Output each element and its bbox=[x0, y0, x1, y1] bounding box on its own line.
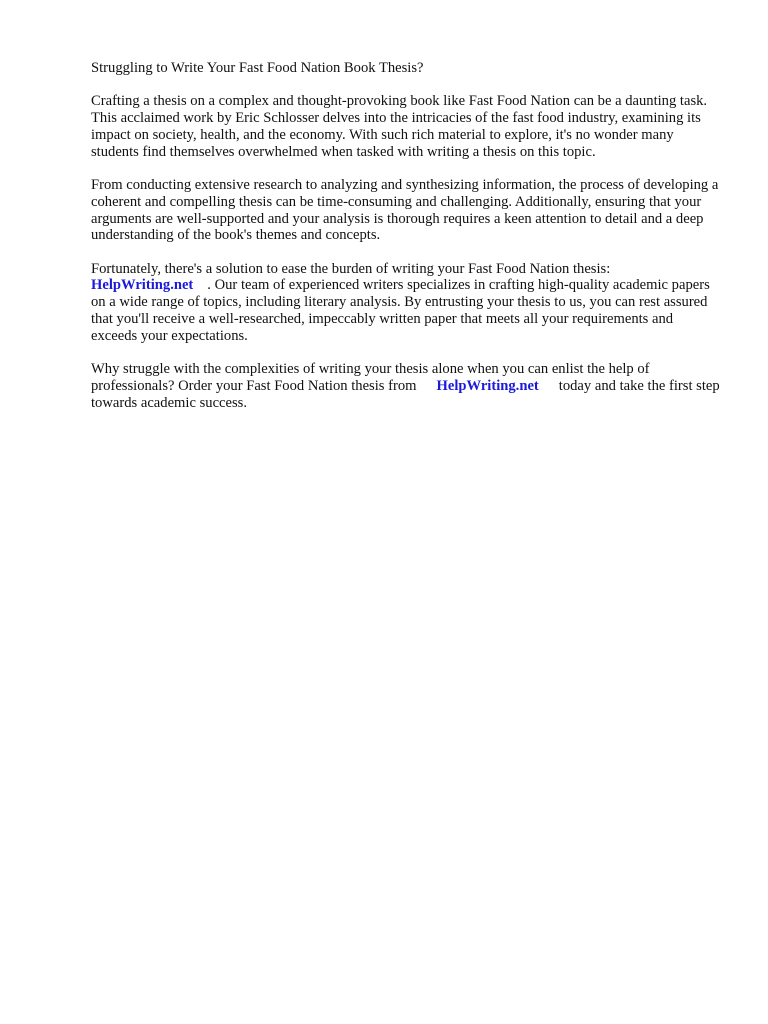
paragraph-cta-rest: today and take the first step towards academic success. bbox=[91, 377, 720, 411]
paragraph-intro: Crafting a thesis on a complex and thought-provoking book like Fast Food Nation can be a daunting task. This acclaimed work by Eric Schlosser delves into the intricacies of the fast food industry, examining its impact on society, health, and the economy. With such rich material to explore, it's no wonder many students find themselves overwhelmed when tasked with writing a thesis on this topic. bbox=[91, 93, 708, 160]
helpwriting-link-cta[interactable]: HelpWriting.net bbox=[436, 377, 539, 394]
document-title: Struggling to Write Your Fast Food Nation Book Thesis? bbox=[91, 60, 424, 76]
paragraph-process: From conducting extensive research to analyzing and synthesizing information, the process of developing a coherent and compelling thesis can be time-consuming and challenging. Additionally, ensuring that your arguments are well-supported and your analysis is thorough requires a keen attention to detail and a deep understanding of the book's themes and concepts. bbox=[91, 176, 719, 244]
helpwriting-link[interactable]: HelpWriting.net bbox=[91, 277, 194, 294]
paragraph-solution-rest: . Our team of experienced writers specializes in crafting high-quality academic papers on a wide range of topics, including literary analysis. By entrusting your thesis to us, you can rest assured that you'll receive a well-researched, impeccably written paper that meets all your requirements and exceeds your expectations. bbox=[91, 277, 710, 344]
paragraph-call-to-action bbox=[91, 361, 721, 411]
paragraph-solution bbox=[91, 261, 721, 345]
paragraph-cta-lead: Why struggle with the complexities of writing your thesis alone when you can enlist the help of professionals? Order your Fast Food Nation thesis from bbox=[91, 361, 650, 394]
paragraph-solution-lead: Fortunately, there's a solution to ease the burden of writing your Fast Food Nation thesis: bbox=[91, 260, 611, 277]
document-page bbox=[91, 60, 721, 428]
